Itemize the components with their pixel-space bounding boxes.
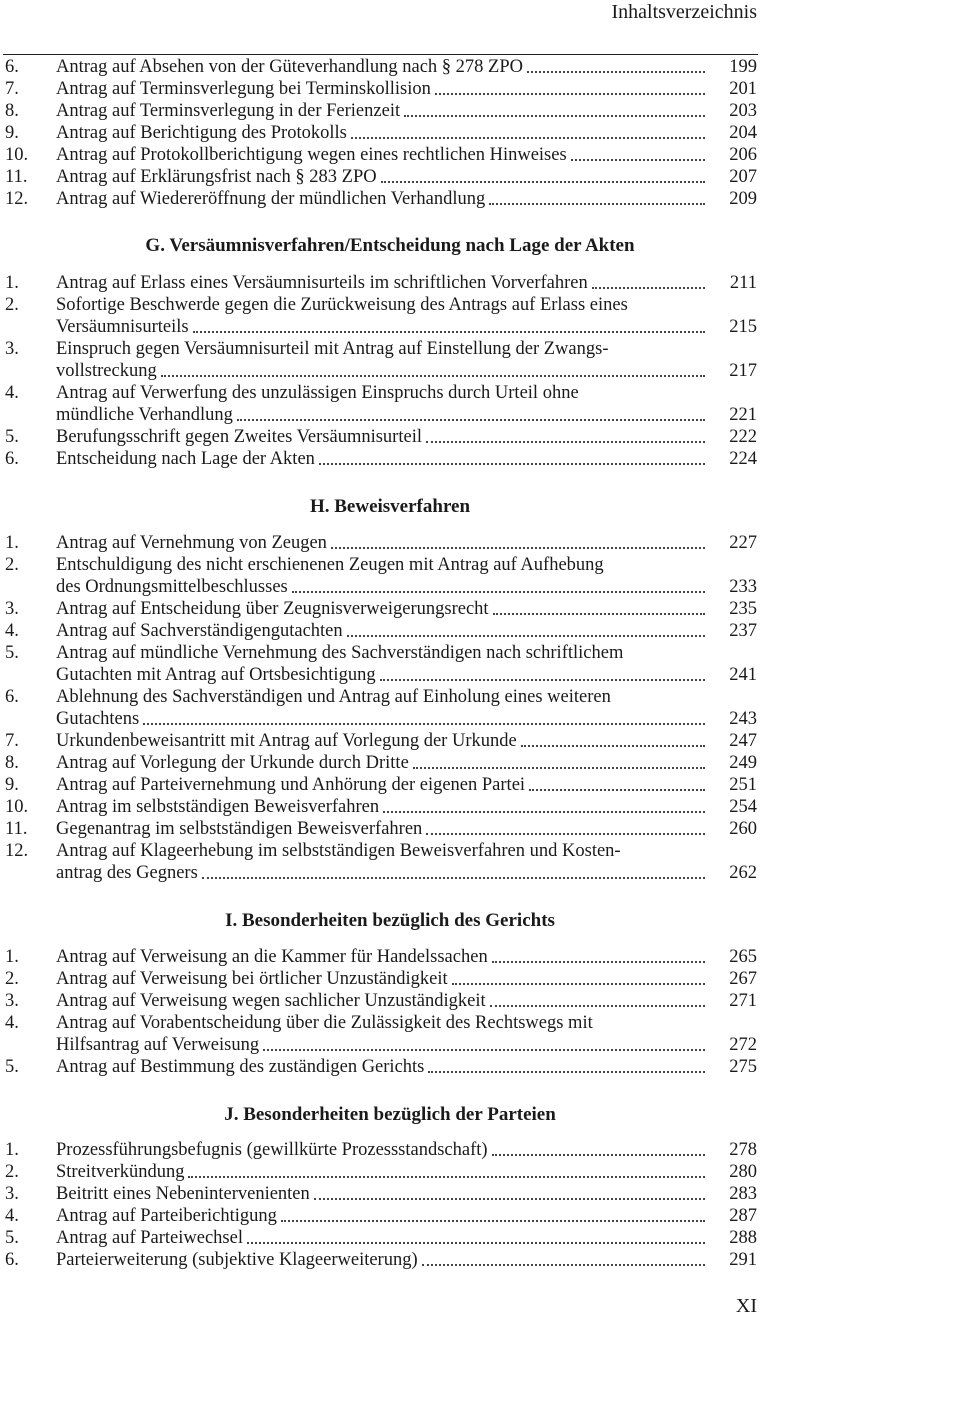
- entry-number: 5.: [5, 427, 19, 447]
- toc-line: [5, 144, 757, 166]
- entry-number: 6.: [5, 449, 19, 469]
- toc-line: [5, 752, 757, 774]
- entry-title: Antrag auf Verweisung bei örtlicher Unzuständigkeit: [56, 969, 448, 989]
- toc-entry[interactable]: [5, 426, 757, 448]
- entry-number: 4.: [5, 1013, 19, 1033]
- toc-line: [5, 1012, 757, 1034]
- toc-line: [5, 316, 757, 338]
- toc-line: [5, 664, 757, 686]
- entry-title: mündliche Verhandlung: [56, 405, 233, 425]
- toc-entry[interactable]: [5, 946, 757, 968]
- entry-title: Antrag im selbstständigen Beweisverfahren: [56, 797, 380, 817]
- toc-line: [5, 968, 757, 990]
- toc-entry[interactable]: [5, 752, 757, 774]
- entry-page: 221: [729, 405, 757, 425]
- dot-leader: [263, 1034, 705, 1056]
- toc-section: [5, 532, 757, 884]
- entry-title: Antrag auf Sachverständigengutachten: [56, 621, 343, 641]
- entry-number: 11.: [5, 819, 28, 839]
- entry-title: Streitverkündung: [56, 1162, 185, 1182]
- toc-entry[interactable]: [5, 1227, 757, 1249]
- entry-page: 237: [729, 621, 757, 641]
- entry-page: 222: [729, 427, 757, 447]
- entry-number: 3.: [5, 339, 19, 359]
- indent: [5, 360, 56, 382]
- dot-leader: [161, 360, 705, 382]
- entry-number: 3.: [5, 1184, 19, 1204]
- toc-entry[interactable]: [5, 818, 757, 840]
- entry-page: 275: [729, 1057, 757, 1077]
- toc-entry[interactable]: [5, 554, 757, 598]
- dot-leader: [492, 1139, 705, 1161]
- entry-page: 283: [729, 1184, 757, 1204]
- dot-leader: [380, 664, 705, 686]
- toc-line: [5, 796, 757, 818]
- dot-leader: [490, 990, 705, 1012]
- dot-leader: [452, 968, 705, 990]
- entry-number: 2.: [5, 969, 19, 989]
- entry-title: Berufungsschrift gegen Zweites Versäumnisurteil: [56, 427, 422, 447]
- toc-line: [5, 360, 757, 382]
- indent: [5, 404, 56, 426]
- toc-section: [5, 56, 757, 210]
- toc-line: [5, 1034, 757, 1056]
- entry-title: Antrag auf Parteivernehmung und Anhörung der eigenen Partei: [56, 775, 526, 795]
- header-rule: [3, 54, 758, 55]
- entry-page: 287: [729, 1206, 757, 1226]
- toc-entry[interactable]: [5, 1056, 757, 1078]
- toc-section: [5, 1139, 757, 1271]
- dot-leader: [331, 532, 705, 554]
- dot-leader: [281, 1205, 705, 1227]
- entry-page: 278: [729, 1140, 757, 1160]
- toc-entry[interactable]: [5, 1249, 757, 1271]
- entry-page: 201: [729, 79, 757, 99]
- entry-title: Einspruch gegen Versäumnisurteil mit Antrag auf Einstellung der Zwangs-: [56, 339, 609, 359]
- entry-page: 251: [729, 775, 757, 795]
- toc-entry[interactable]: [5, 56, 757, 78]
- entry-page: 254: [729, 797, 757, 817]
- entry-page: 271: [729, 991, 757, 1011]
- toc-line: [5, 188, 757, 210]
- dot-leader: [319, 448, 705, 470]
- entry-title: Antrag auf Absehen von der Güteverhandlung nach § 278 ZPO: [56, 57, 524, 77]
- section-heading: J. Besonderheiten bezüglich der Parteien: [224, 1104, 556, 1125]
- toc-line: [5, 730, 757, 752]
- toc-line: [5, 56, 757, 78]
- toc-line: [5, 774, 757, 796]
- toc-line: [5, 1161, 757, 1183]
- toc-line: [5, 122, 757, 144]
- entry-title: antrag des Gegners: [56, 863, 198, 883]
- toc-entry[interactable]: [5, 294, 757, 338]
- entry-title: des Ordnungsmittelbeschlusses: [56, 577, 288, 597]
- toc-line: [5, 1139, 757, 1161]
- entry-page: 262: [729, 863, 757, 883]
- entry-title: Antrag auf Wiedereröffnung der mündlichen Verhandlung: [56, 189, 486, 209]
- entry-title: Prozessführungsbefugnis (gewillkürte Prozessstandschaft): [56, 1140, 488, 1160]
- entry-title: Antrag auf Verwerfung des unzulässigen Einspruchs durch Urteil ohne: [56, 383, 579, 403]
- section-heading: I. Besonderheiten bezüglich des Gerichts: [225, 910, 555, 931]
- entry-number: 2.: [5, 555, 19, 575]
- entry-page: 260: [729, 819, 757, 839]
- toc-line: [5, 554, 757, 576]
- toc-line: [5, 1056, 757, 1078]
- toc-entry[interactable]: [5, 598, 757, 620]
- dot-leader: [493, 598, 705, 620]
- toc-line: [5, 840, 757, 862]
- entry-page: 227: [729, 533, 757, 553]
- entry-number: 5.: [5, 1057, 19, 1077]
- dot-leader: [383, 796, 705, 818]
- toc-line: [5, 1249, 757, 1271]
- entry-page: 209: [729, 189, 757, 209]
- entry-page: 207: [729, 167, 757, 187]
- toc-line: [5, 272, 757, 294]
- entry-title: Antrag auf Terminsverlegung bei Terminskollision: [56, 79, 431, 99]
- entry-title: Antrag auf Berichtigung des Protokolls: [56, 123, 347, 143]
- entry-title: Gegenantrag im selbstständigen Beweisverfahren: [56, 819, 423, 839]
- dot-leader: [351, 122, 705, 144]
- entry-title: Gutachten mit Antrag auf Ortsbesichtigung: [56, 665, 376, 685]
- toc-line: [5, 532, 757, 554]
- toc-line: [5, 990, 757, 1012]
- dot-leader: [489, 188, 705, 210]
- entry-page: 265: [729, 947, 757, 967]
- entry-number: 8.: [5, 101, 19, 121]
- toc-line: [5, 294, 757, 316]
- entry-page: 247: [729, 731, 757, 751]
- dot-leader: [426, 818, 705, 840]
- toc-entry[interactable]: [5, 78, 757, 100]
- toc-entry[interactable]: [5, 1012, 757, 1056]
- toc-line: [5, 686, 757, 708]
- entry-page: 288: [729, 1228, 757, 1248]
- entry-page: 241: [729, 665, 757, 685]
- entry-title: Urkundenbeweisantritt mit Antrag auf Vorlegung der Urkunde: [56, 731, 517, 751]
- entry-page: 204: [729, 123, 757, 143]
- dot-leader: [193, 316, 705, 338]
- toc-entry[interactable]: [5, 1139, 757, 1161]
- toc-entry[interactable]: [5, 100, 757, 122]
- entry-number: 7.: [5, 731, 19, 751]
- entry-title: Antrag auf Bestimmung des zuständigen Gerichts: [56, 1057, 425, 1077]
- entry-title: Antrag auf Erlass eines Versäumnisurteils im schriftlichen Vorverfahren: [56, 273, 588, 293]
- entry-number: 3.: [5, 991, 19, 1011]
- toc-line: [5, 404, 757, 426]
- indent: [5, 316, 56, 338]
- dot-leader: [314, 1183, 705, 1205]
- entry-title: Antrag auf Erklärungsfrist nach § 283 ZPO: [56, 167, 377, 187]
- entry-title: Sofortige Beschwerde gegen die Zurückweisung des Antrags auf Erlass eines: [56, 295, 628, 315]
- toc-line: [5, 1205, 757, 1227]
- entry-title: Antrag auf Entscheidung über Zeugnisverweigerungsrecht: [56, 599, 489, 619]
- toc-line: [5, 642, 757, 664]
- dot-leader: [521, 730, 705, 752]
- toc-entry[interactable]: [5, 1161, 757, 1183]
- dot-leader: [428, 1056, 705, 1078]
- dot-leader: [381, 166, 705, 188]
- entry-page: 203: [729, 101, 757, 121]
- toc-line: [5, 166, 757, 188]
- toc-line: [5, 818, 757, 840]
- toc-line: [5, 1227, 757, 1249]
- toc-entry[interactable]: [5, 166, 757, 188]
- toc-entry[interactable]: [5, 532, 757, 554]
- entry-title: Entschuldigung des nicht erschienenen Zeugen mit Antrag auf Aufhebung: [56, 555, 604, 575]
- toc-entry[interactable]: [5, 122, 757, 144]
- toc-line: [5, 382, 757, 404]
- entry-title: Hilfsantrag auf Verweisung: [56, 1035, 260, 1055]
- entry-title: Antrag auf Vernehmung von Zeugen: [56, 533, 327, 553]
- entry-page: 267: [729, 969, 757, 989]
- entry-number: 8.: [5, 753, 19, 773]
- entry-page: 199: [729, 57, 757, 77]
- entry-page: 272: [729, 1035, 757, 1055]
- entry-number: 4.: [5, 1206, 19, 1226]
- entry-title: Antrag auf mündliche Vernehmung des Sachverständigen nach schriftlichem: [56, 643, 624, 663]
- entry-number: 10.: [5, 145, 29, 165]
- entry-number: 6.: [5, 57, 19, 77]
- entry-page: 211: [729, 273, 757, 293]
- toc-entry[interactable]: [5, 448, 757, 470]
- dot-leader: [492, 946, 705, 968]
- toc-entry[interactable]: [5, 382, 757, 426]
- entry-number: 4.: [5, 621, 19, 641]
- indent: [5, 1034, 56, 1056]
- dot-leader: [292, 576, 705, 598]
- dot-leader: [527, 56, 705, 78]
- toc-line: [5, 576, 757, 598]
- toc-entry[interactable]: [5, 1205, 757, 1227]
- toc-line: [5, 78, 757, 100]
- dot-leader: [426, 426, 705, 448]
- entry-number: 12.: [5, 189, 29, 209]
- indent: [5, 708, 56, 730]
- indent: [5, 576, 56, 598]
- entry-page: 215: [729, 317, 757, 337]
- dot-leader: [529, 774, 705, 796]
- section-heading: G. Versäumnisverfahren/Entscheidung nach Lage der Akten: [145, 235, 635, 256]
- toc-section: [5, 272, 757, 470]
- entry-title: Antrag auf Vorabentscheidung über die Zulässigkeit des Rechtswegs mit: [56, 1013, 593, 1033]
- toc-line: [5, 448, 757, 470]
- toc-line: [5, 708, 757, 730]
- entry-number: 12.: [5, 841, 29, 861]
- entry-number: 1.: [5, 947, 19, 967]
- entry-page: 224: [729, 449, 757, 469]
- toc-entry[interactable]: [5, 840, 757, 884]
- dot-leader: [404, 100, 705, 122]
- entry-title: Versäumnisurteils: [56, 317, 189, 337]
- entry-title: Antrag auf Klageerhebung im selbstständigen Beweisverfahren und Kosten-: [56, 841, 621, 861]
- section-heading: H. Beweisverfahren: [309, 496, 471, 517]
- entry-number: 7.: [5, 79, 19, 99]
- entry-page: 280: [729, 1162, 757, 1182]
- entry-page: 243: [729, 709, 757, 729]
- entry-title: vollstreckung: [56, 361, 157, 381]
- entry-title: Antrag auf Vorlegung der Urkunde durch Dritte: [56, 753, 409, 773]
- entry-title: Antrag auf Parteiwechsel: [56, 1228, 243, 1248]
- toc-entry[interactable]: [5, 990, 757, 1012]
- dot-leader: [237, 404, 705, 426]
- dot-leader: [188, 1161, 705, 1183]
- toc-entry[interactable]: [5, 968, 757, 990]
- toc-entry[interactable]: [5, 642, 757, 686]
- toc-line: [5, 862, 757, 884]
- toc-entry[interactable]: [5, 338, 757, 382]
- toc-entry[interactable]: [5, 796, 757, 818]
- running-header: Inhaltsverzeichnis: [611, 1, 757, 23]
- toc-line: [5, 620, 757, 642]
- entry-title: Gutachtens: [56, 709, 140, 729]
- toc-entry[interactable]: [5, 272, 757, 294]
- toc-line: [5, 598, 757, 620]
- indent: [5, 664, 56, 686]
- toc-entry[interactable]: [5, 188, 757, 210]
- entry-number: 9.: [5, 123, 19, 143]
- dot-leader: [571, 144, 705, 166]
- entry-number: 4.: [5, 383, 19, 403]
- entry-page: 235: [729, 599, 757, 619]
- page-number: XI: [735, 1295, 757, 1317]
- entry-page: 217: [729, 361, 757, 381]
- dot-leader: [592, 272, 705, 294]
- entry-number: 1.: [5, 1140, 19, 1160]
- entry-page: 249: [729, 753, 757, 773]
- entry-page: 291: [729, 1250, 757, 1270]
- entry-page: 206: [729, 145, 757, 165]
- entry-number: 5.: [5, 643, 19, 663]
- dot-leader: [143, 708, 705, 730]
- entry-number: 2.: [5, 295, 19, 315]
- entry-title: Beitritt eines Nebenintervenienten: [56, 1184, 310, 1204]
- entry-number: 1.: [5, 273, 19, 293]
- entry-title: Antrag auf Parteiberichtigung: [56, 1206, 277, 1226]
- toc-line: [5, 426, 757, 448]
- entry-title: Parteierweiterung (subjektive Klageerweiterung): [56, 1250, 418, 1270]
- entry-title: Entscheidung nach Lage der Akten: [56, 449, 315, 469]
- dot-leader: [413, 752, 705, 774]
- toc-section: [5, 946, 757, 1078]
- dot-leader: [422, 1249, 705, 1271]
- dot-leader: [247, 1227, 705, 1249]
- entry-number: 10.: [5, 797, 29, 817]
- toc-line: [5, 1183, 757, 1205]
- toc-entry[interactable]: [5, 620, 757, 642]
- entry-number: 3.: [5, 599, 19, 619]
- toc-entry[interactable]: [5, 144, 757, 166]
- entry-number: 6.: [5, 1250, 19, 1270]
- entry-number: 5.: [5, 1228, 19, 1248]
- toc-line: [5, 338, 757, 360]
- entry-title: Ablehnung des Sachverständigen und Antrag auf Einholung eines weiteren: [56, 687, 611, 707]
- dot-leader: [202, 862, 705, 884]
- toc-entry[interactable]: [5, 1183, 757, 1205]
- indent: [5, 862, 56, 884]
- toc-line: [5, 946, 757, 968]
- entry-title: Antrag auf Protokollberichtigung wegen eines rechtlichen Hinweises: [56, 145, 567, 165]
- entry-number: 2.: [5, 1162, 19, 1182]
- entry-page: 233: [729, 577, 757, 597]
- toc-line: [5, 100, 757, 122]
- entry-title: Antrag auf Verweisung wegen sachlicher Unzuständigkeit: [56, 991, 486, 1011]
- entry-number: 9.: [5, 775, 19, 795]
- dot-leader: [347, 620, 705, 642]
- entry-title: Antrag auf Verweisung an die Kammer für Handelssachen: [56, 947, 488, 967]
- toc-entry[interactable]: [5, 730, 757, 752]
- entry-number: 11.: [5, 167, 28, 187]
- entry-number: 1.: [5, 533, 19, 553]
- entry-title: Antrag auf Terminsverlegung in der Ferienzeit: [56, 101, 401, 121]
- toc-entry[interactable]: [5, 774, 757, 796]
- dot-leader: [435, 78, 705, 100]
- entry-number: 6.: [5, 687, 19, 707]
- toc-entry[interactable]: [5, 686, 757, 730]
